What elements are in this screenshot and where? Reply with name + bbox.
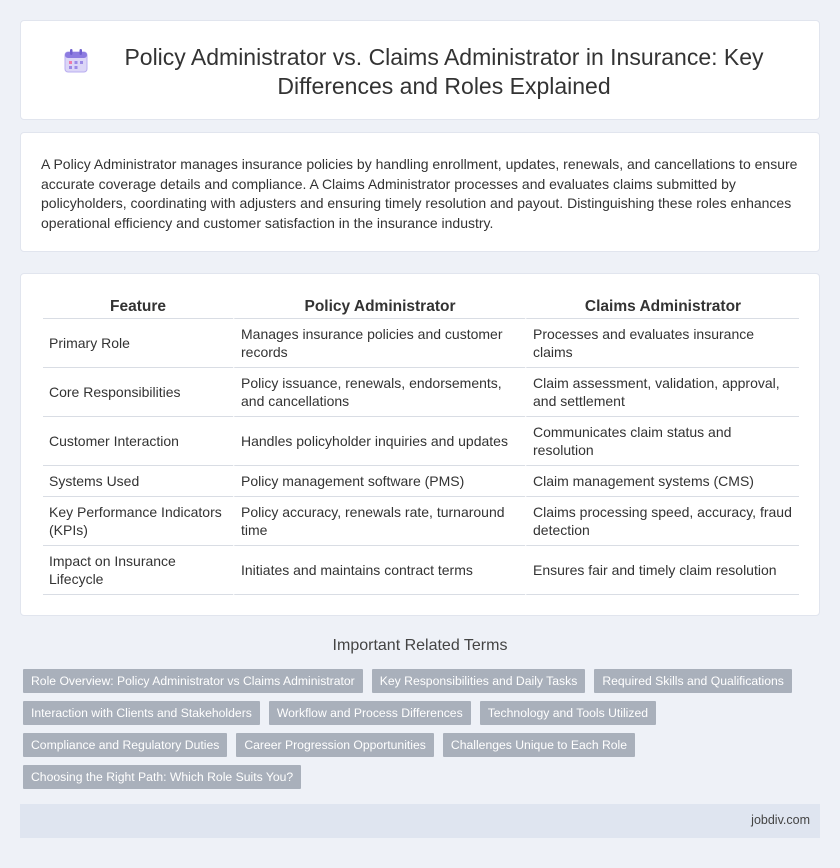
related-term-tag[interactable]: Workflow and Process Differences <box>269 701 471 725</box>
table-cell-claims: Ensures fair and timely claim resolution <box>525 546 799 595</box>
table-header-row <box>43 296 799 319</box>
page-title: Policy Administrator vs. Claims Administrator in Insurance: Key Differences and Roles Explained <box>124 44 764 99</box>
table-cell-policy: Initiates and maintains contract terms <box>233 546 525 595</box>
table-row <box>43 368 799 417</box>
table-cell-policy: Handles policyholder inquiries and updates <box>233 417 525 466</box>
table-row <box>43 546 799 595</box>
table-cell-feature: Key Performance Indicators (KPIs) <box>43 497 233 546</box>
table-cell-policy: Policy management software (PMS) <box>233 466 525 497</box>
table-cell-claims: Processes and evaluates insurance claims <box>525 319 799 368</box>
related-term-tag[interactable]: Role Overview: Policy Administrator vs Claims Administrator <box>23 669 363 693</box>
table-row <box>43 466 799 497</box>
related-term-tag[interactable]: Required Skills and Qualifications <box>594 669 792 693</box>
header-policy-administrator: Policy Administrator <box>233 296 525 319</box>
related-terms-list <box>23 669 813 789</box>
title-wrap <box>61 43 779 101</box>
table-cell-feature: Systems Used <box>43 466 233 497</box>
table-cell-feature: Primary Role <box>43 319 233 368</box>
table-cell-policy: Manages insurance policies and customer records <box>233 319 525 368</box>
related-term-tag[interactable]: Technology and Tools Utilized <box>480 701 656 725</box>
calendar-icon <box>61 46 91 76</box>
header-claims-administrator: Claims Administrator <box>525 296 799 319</box>
table-cell-feature: Customer Interaction <box>43 417 233 466</box>
table-cell-policy: Policy accuracy, renewals rate, turnaround time <box>233 497 525 546</box>
header-card <box>20 20 820 120</box>
table-cell-claims: Claim management systems (CMS) <box>525 466 799 497</box>
table-cell-feature: Core Responsibilities <box>43 368 233 417</box>
footer <box>20 804 820 838</box>
table-row <box>43 319 799 368</box>
intro-card <box>20 132 820 252</box>
related-term-tag[interactable]: Career Progression Opportunities <box>236 733 434 757</box>
table-cell-claims: Communicates claim status and resolution <box>525 417 799 466</box>
table-cell-claims: Claim assessment, validation, approval, and settlement <box>525 368 799 417</box>
table-cell-claims: Claims processing speed, accuracy, fraud detection <box>525 497 799 546</box>
comparison-table <box>43 296 799 595</box>
comparison-card <box>20 273 820 616</box>
table-cell-feature: Impact on Insurance Lifecycle <box>43 546 233 595</box>
related-term-tag[interactable]: Choosing the Right Path: Which Role Suits You? <box>23 765 301 789</box>
footer-site-link[interactable]: jobdiv.com <box>751 813 810 827</box>
table-row <box>43 497 799 546</box>
table-row <box>43 417 799 466</box>
related-term-tag[interactable]: Key Responsibilities and Daily Tasks <box>372 669 586 693</box>
related-term-tag[interactable]: Interaction with Clients and Stakeholders <box>23 701 260 725</box>
table-cell-policy: Policy issuance, renewals, endorsements, and cancellations <box>233 368 525 417</box>
related-terms-title: Important Related Terms <box>332 637 508 654</box>
intro-paragraph: A Policy Administrator manages insurance policies by handling enrollment, updates, renewals, and cancellations to ensure accurate coverage details and compliance. A Claims Administrator processes and evaluates claims submitted by policyholders, coordinating with adjusters and ensuring timely resolution and payout. Distinguishing these roles enhances operational efficiency and customer satisfaction in the insurance industry. <box>41 156 798 231</box>
related-term-tag[interactable]: Compliance and Regulatory Duties <box>23 733 227 757</box>
header-feature: Feature <box>43 296 233 319</box>
related-term-tag[interactable]: Challenges Unique to Each Role <box>443 733 635 757</box>
